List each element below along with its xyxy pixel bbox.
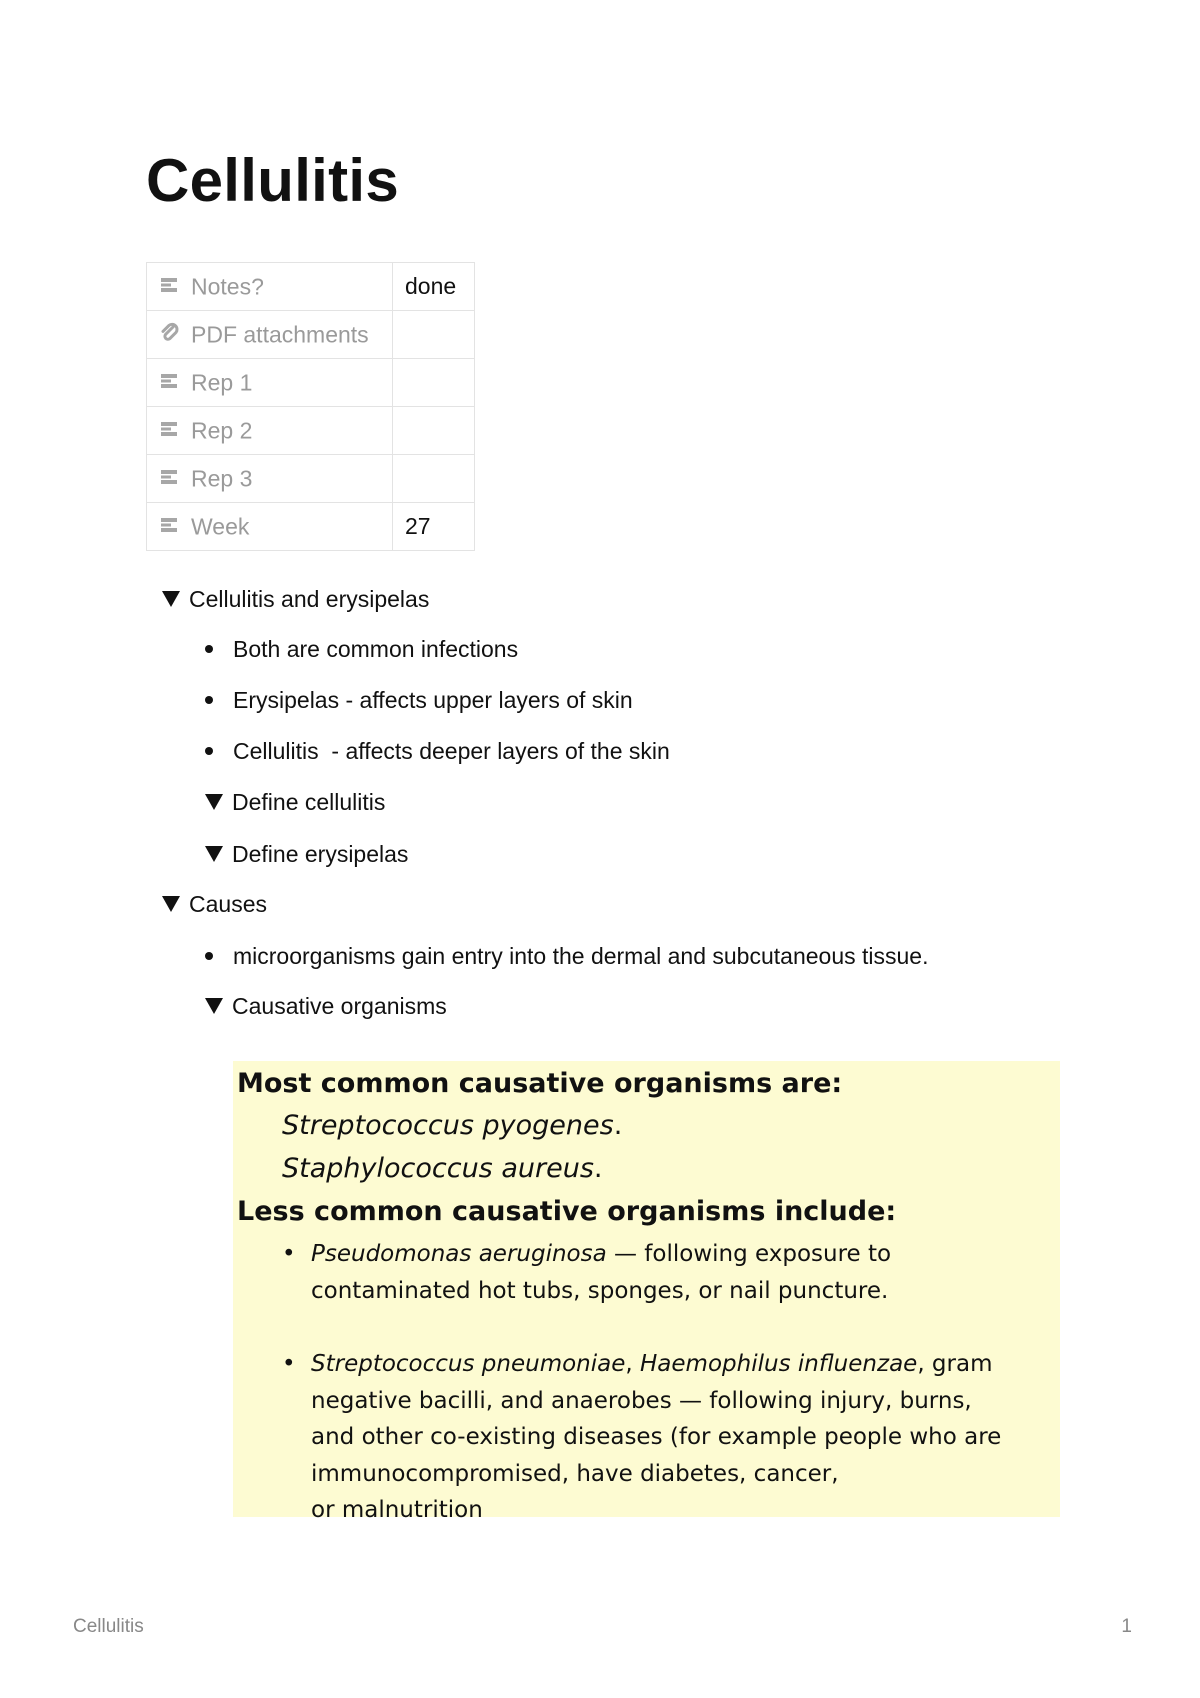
property-row xyxy=(147,407,475,455)
list-item: Both are common infections xyxy=(205,636,518,663)
bullet-icon: • xyxy=(282,1241,296,1267)
property-value[interactable] xyxy=(393,407,475,455)
organism-item: Staphylococcus aureus. xyxy=(282,1153,603,1184)
property-name: Notes? xyxy=(191,273,264,300)
bullet-icon xyxy=(205,645,213,653)
property-row xyxy=(147,359,475,407)
text-property-icon xyxy=(159,274,181,296)
callout-heading-less-common: Less common causative organisms include: xyxy=(237,1196,897,1227)
list-item: • Pseudomonas aeruginosa — following exposure to contaminated hot tubs, sponges, or nail puncture. xyxy=(282,1236,891,1309)
text-property-icon xyxy=(159,466,181,488)
property-name: Rep 2 xyxy=(191,417,253,444)
toggle-define-erysipelas[interactable]: Define erysipelas xyxy=(205,841,408,868)
property-row xyxy=(147,263,475,311)
list-item: microorganisms gain entry into the dermal and subcutaneous tissue. xyxy=(205,943,928,970)
toggle-triangle-icon[interactable] xyxy=(205,846,223,862)
list-item: Cellulitis - affects deeper layers of the skin xyxy=(205,738,670,765)
list-item: • Streptococcus pneumoniae, Haemophilus influenzae, gram negative bacilli, and anaerobes — following injury, burns, and other co-existing diseases (for example people who are immunocompromised, have diabetes, cancer, or malnutrition xyxy=(282,1346,1001,1529)
page-number: 1 xyxy=(1121,1616,1132,1637)
callout-heading-most-common: Most common causative organisms are: xyxy=(237,1068,843,1099)
property-value[interactable] xyxy=(393,359,475,407)
property-name: Rep 3 xyxy=(191,465,253,492)
paperclip-icon xyxy=(159,322,181,344)
organism-item: Streptococcus pyogenes. xyxy=(282,1110,623,1141)
toggle-triangle-icon[interactable] xyxy=(205,794,223,810)
bullet-icon: • xyxy=(282,1351,296,1377)
property-row xyxy=(147,503,475,551)
footer-document-title: Cellulitis xyxy=(73,1616,144,1637)
text-property-icon xyxy=(159,370,181,392)
toggle-cellulitis-erysipelas[interactable]: Cellulitis and erysipelas xyxy=(162,586,429,613)
property-row xyxy=(147,455,475,503)
list-item: Erysipelas - affects upper layers of skin xyxy=(205,687,633,714)
toggle-triangle-icon[interactable] xyxy=(162,591,180,607)
property-name: PDF attachments xyxy=(191,321,369,348)
property-value[interactable] xyxy=(393,455,475,503)
text-property-icon xyxy=(159,418,181,440)
toggle-triangle-icon[interactable] xyxy=(162,896,180,912)
toggle-causative-organisms[interactable]: Causative organisms xyxy=(205,993,447,1020)
toggle-define-cellulitis[interactable]: Define cellulitis xyxy=(205,789,385,816)
property-row xyxy=(147,311,475,359)
causative-organisms-image xyxy=(233,1061,1060,1523)
property-value[interactable]: done xyxy=(393,263,475,311)
bullet-icon xyxy=(205,747,213,755)
toggle-triangle-icon[interactable] xyxy=(205,998,223,1014)
toggle-causes[interactable]: Causes xyxy=(162,891,267,918)
page-title: Cellulitis xyxy=(146,147,400,214)
property-name: Rep 1 xyxy=(191,369,253,396)
property-value[interactable] xyxy=(393,311,475,359)
bullet-icon xyxy=(205,952,213,960)
text-property-icon xyxy=(159,514,181,536)
property-name: Week xyxy=(191,513,250,540)
property-value[interactable]: 27 xyxy=(393,503,475,551)
properties-table xyxy=(146,262,475,551)
bullet-icon xyxy=(205,696,213,704)
